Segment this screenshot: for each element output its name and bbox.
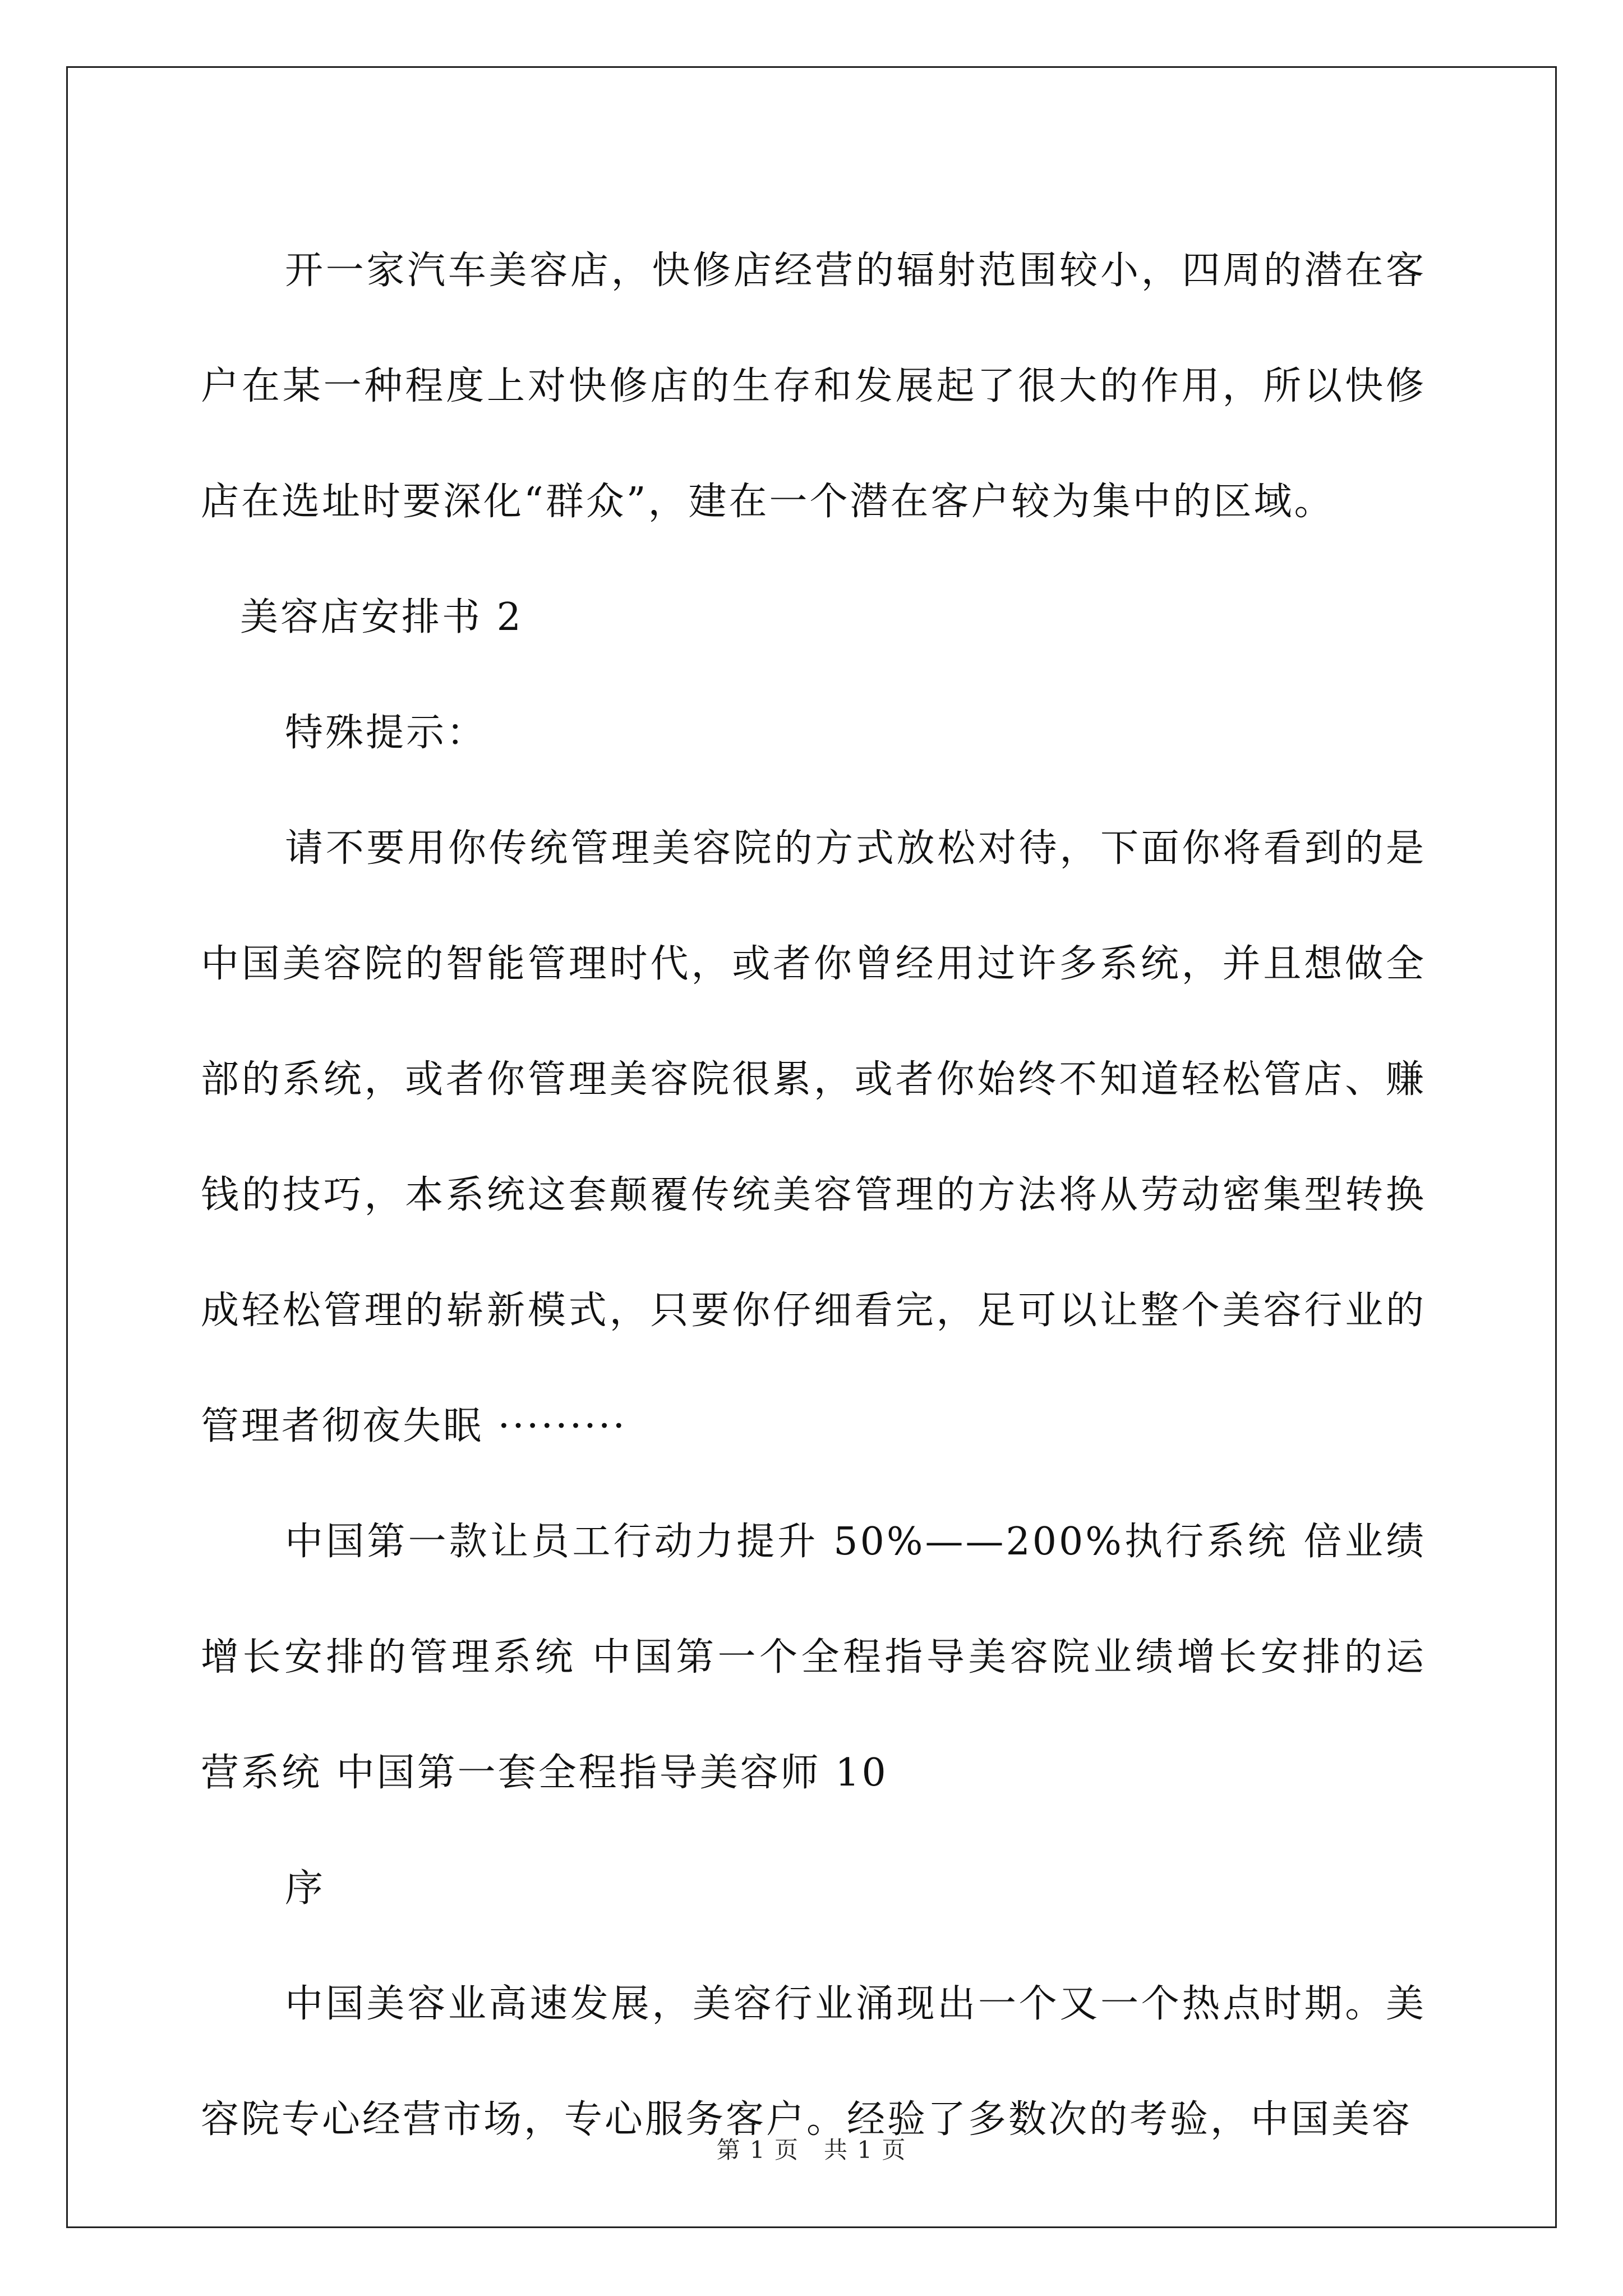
paragraph-site-selection: 开一家汽车美容店，快修店经营的辐射范围较小，四周的潜在客户在某一种程度上对快修店的生存和发展起了很大的作用，所以快修店在选址时要深化“群众”，建在一个潜在客户较为集中的区域。 (201, 249, 1426, 524)
paragraph-preface: 中国美容业高速发展，美容行业涌现出一个又一个热点时期。美容院专心经营市场，专心服务客户。经验了多数次的考验，中国美容 (201, 1982, 1426, 2142)
section-heading: 美容店安排书 2 (240, 595, 523, 639)
paragraph-special-note: 请不要用你传统管理美容院的方式放松对待，下面你将看到的是中国美容院的智能管理时代，或者你曾经用过许多系统，并且想做全部的系统，或者你管理美容院很累，或者你始终不知道轻松管店、赚钱的技巧，本系统这套颠覆传统美容管理的方法将从劳动密集型转换成轻松管理的崭新模式，只要你仔细看完，足可以让整个美容行业的管理者彻夜失眠 ········· (201, 826, 1426, 1448)
document-body (201, 213, 1426, 2178)
page-footer: 第 1 页 共 1 页 (716, 2136, 907, 2164)
paragraph-system-features: 中国第一款让员工行动力提升 50%——200%执行系统 倍业绩增长安排的管理系统 中国第一个全程指导美容院业绩增长安排的运营系统 中国第一套全程指导美容师 10 (201, 1520, 1426, 1795)
paragraph-special-note-label: 特殊提示： (285, 711, 487, 755)
paragraph-preface-label: 序 (285, 1866, 326, 1911)
